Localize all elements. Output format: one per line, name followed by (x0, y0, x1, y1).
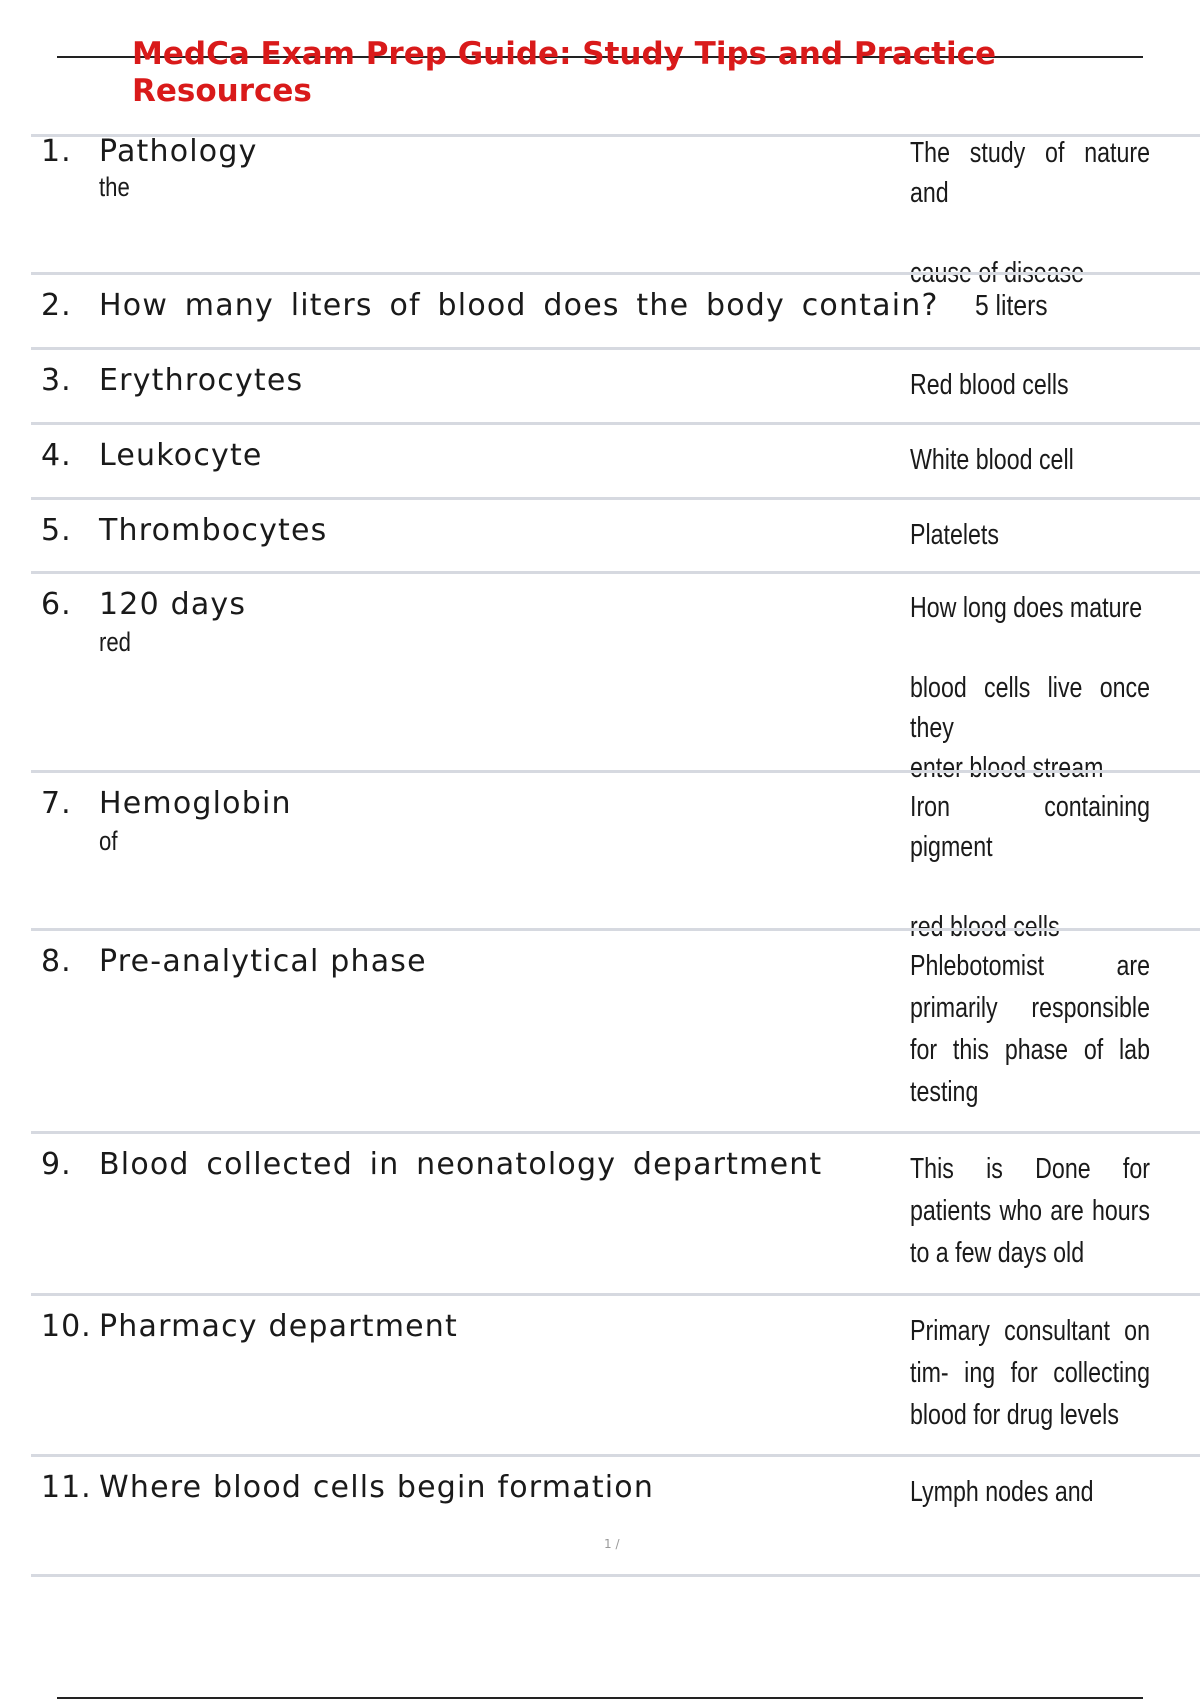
item-number: 4. (41, 438, 72, 473)
item-term: 120 days (99, 587, 247, 622)
qa-row-7 (31, 770, 1200, 943)
item-number: 11. (41, 1470, 92, 1505)
item-term: Where blood cells begin formation (99, 1470, 655, 1505)
item-number: 3. (41, 363, 72, 398)
qa-row-9 (31, 1131, 1200, 1293)
item-answer: Platelets (910, 519, 999, 551)
qa-row-5 (31, 497, 1200, 571)
item-number: 7. (41, 786, 72, 821)
item-number: 8. (41, 944, 72, 979)
item-number: 5. (41, 513, 72, 548)
document-title: MedCa Exam Prep Guide: Study Tips and Practice Resources (132, 36, 997, 109)
item-term: Pathology (99, 134, 258, 169)
item-term-overflow: of (99, 826, 118, 856)
item-answer: Iron containing pigment red blood cells (910, 791, 1150, 943)
item-number: 9. (41, 1147, 72, 1182)
item-term: Hemoglobin (99, 786, 292, 821)
item-number: 6. (41, 587, 72, 622)
item-term-overflow: the (99, 172, 130, 202)
item-term: Blood collected in neonatology department (99, 1147, 823, 1182)
qa-row-3 (31, 347, 1200, 422)
item-answer: Primary consultant on tim- ing for collecting blood for drug levels (910, 1315, 1150, 1431)
item-term: Pre-analytical phase (99, 944, 427, 979)
item-term: Pharmacy department (99, 1309, 458, 1344)
page-number: 1 / (604, 1537, 620, 1551)
item-number: 10. (41, 1309, 92, 1344)
item-term: Thrombocytes (99, 513, 328, 548)
item-answer: Lymph nodes and (910, 1476, 1094, 1508)
item-answer: The study of nature and cause of disease (910, 137, 1150, 289)
item-answer: Phlebotomist are primarily responsible for this phase of lab testing (910, 950, 1150, 1108)
qa-row-8 (31, 928, 1200, 1131)
item-number: 1. (41, 134, 72, 169)
item-answer: White blood cell (910, 444, 1074, 476)
qa-row-6 (31, 571, 1200, 784)
item-answer: 5 liters (975, 290, 1048, 322)
item-term: Erythrocytes (99, 363, 304, 398)
qa-row-10 (31, 1293, 1200, 1454)
qa-row-2 (31, 272, 1200, 347)
item-term-overflow: red (99, 627, 132, 657)
item-term: Leukocyte (99, 438, 263, 473)
qa-table (31, 134, 1200, 1577)
item-answer: Red blood cells (910, 369, 1069, 401)
qa-row-1 (31, 134, 1200, 289)
item-answer: This is Done for patients who are hours to a few days old (910, 1153, 1150, 1269)
item-term: How many liters of blood does the body contain? (99, 288, 939, 323)
qa-row-11 (31, 1454, 1200, 1577)
item-number: 2. (41, 288, 72, 323)
qa-row-4 (31, 422, 1200, 497)
item-answer: How long does mature blood cells live once they enter blood stream (910, 592, 1150, 784)
footer-rule (57, 1697, 1143, 1699)
